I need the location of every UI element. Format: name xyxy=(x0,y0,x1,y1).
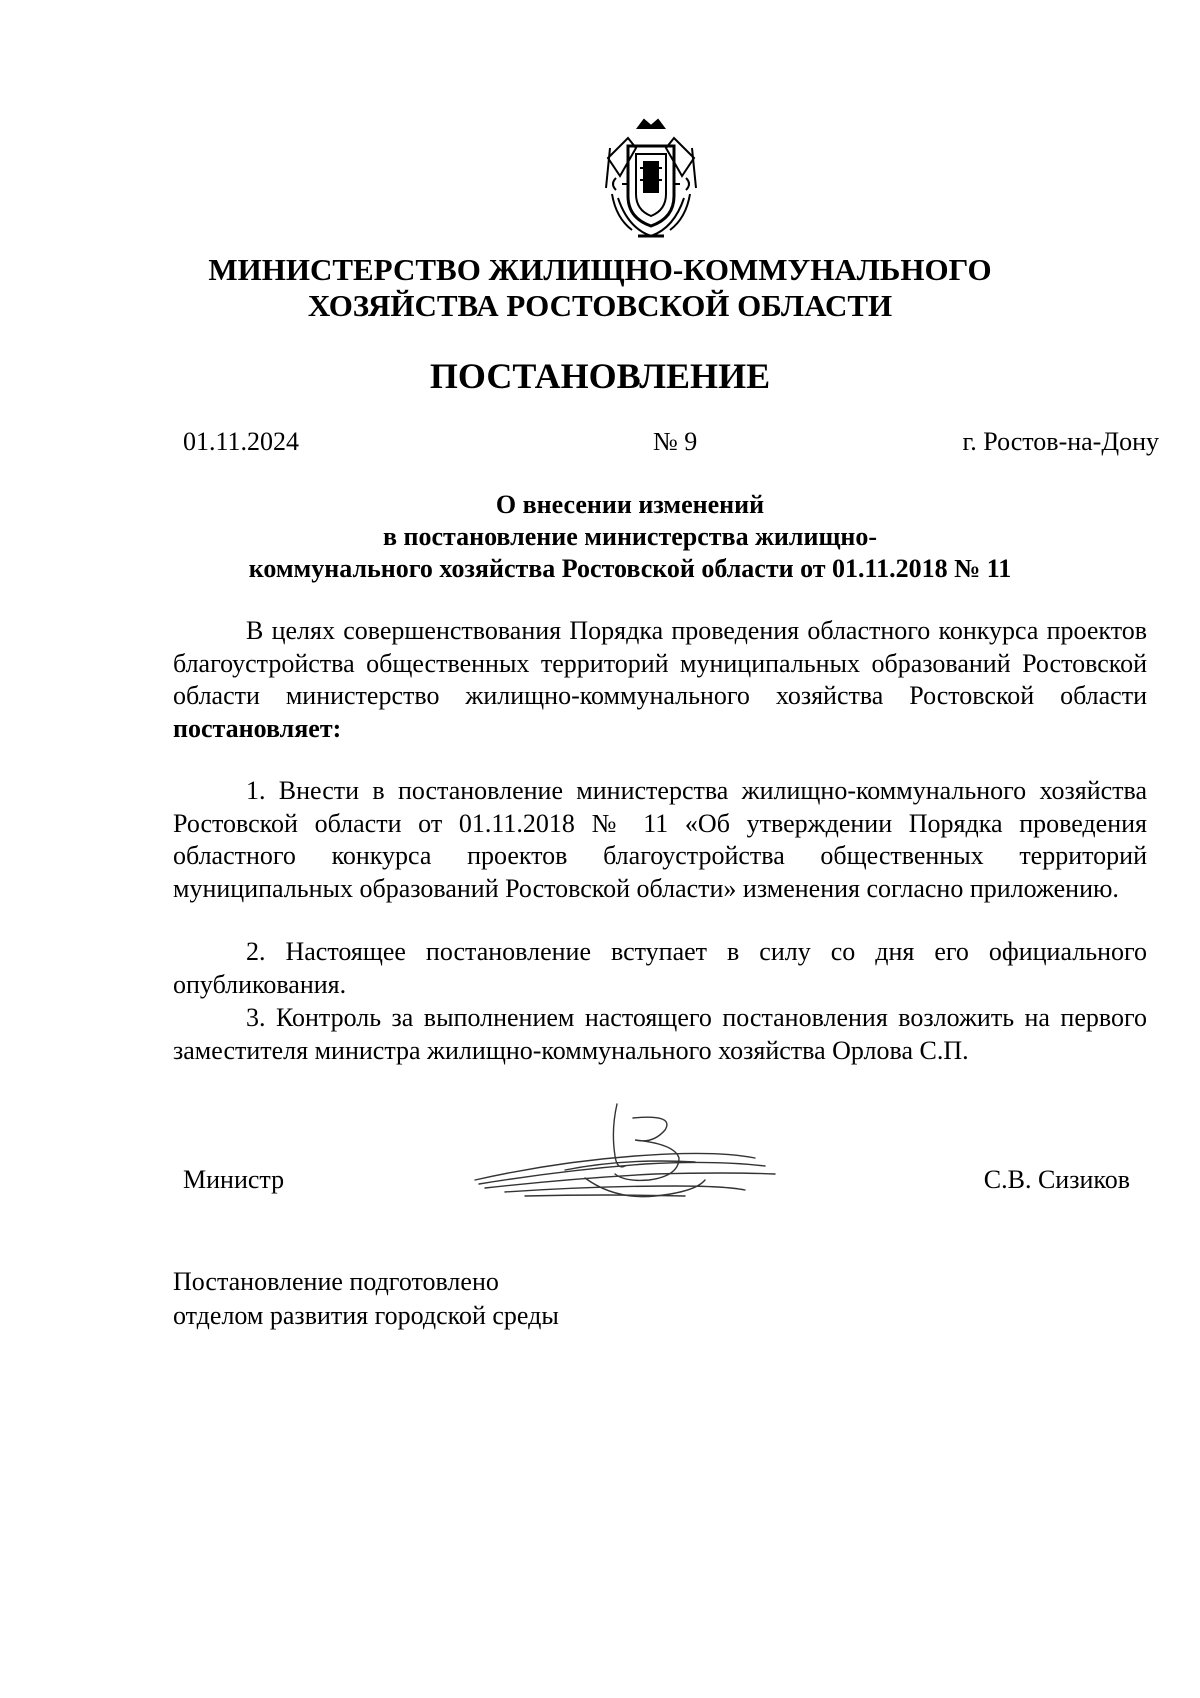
ministry-name-line2: ХОЗЯЙСТВА РОСТОВСКОЙ ОБЛАСТИ xyxy=(307,288,893,323)
document-number: № 9 xyxy=(653,427,698,456)
subject-line1: О внесении изменений xyxy=(495,490,765,519)
prepared-by-note xyxy=(173,1265,559,1333)
ministry-name xyxy=(0,252,1200,324)
subject-line2: в постановление министерства жилищно- xyxy=(382,522,878,551)
item-2-paragraph: 2. Настоящее постановление вступает в силу со дня его официального опубликования. xyxy=(173,937,1147,999)
preamble-bold-text: постановляет: xyxy=(173,713,342,743)
document-date: 01.11.2024 xyxy=(183,427,300,456)
preamble-text: В целях совершенствования Порядка проведения областного конкурса проектов благоустройства общественных территорий муниципальных образований Ростовской области министерство жилищно-коммунального хозяйства Ростовской области xyxy=(173,616,1147,711)
prepared-by-line1: Постановление подготовлено xyxy=(173,1267,499,1296)
item-3-paragraph: 3. Контроль за выполнением настоящего постановления возложить на первого заместителя министра жилищно-коммунального хозяйства Орлова С.П. xyxy=(173,1003,1147,1065)
prepared-by-line2: отделом развития городской среды xyxy=(173,1301,559,1330)
coat-of-arms-icon xyxy=(598,118,704,242)
ministry-name-line1: МИНИСТЕРСТВО ЖИЛИЩНО-КОММУНАЛЬНОГО xyxy=(208,252,992,287)
subject-line3: коммунального хозяйства Ростовской области от 01.11.2018 № 11 xyxy=(248,554,1012,583)
handwritten-signature-icon xyxy=(465,1100,785,1210)
signatory-title: Министр xyxy=(183,1165,285,1194)
preamble-paragraph xyxy=(173,615,1147,745)
item-1-paragraph: 1. Внести в постановление министерства жилищно-коммунального хозяйства Ростовской области от 01.11.2018 № 11 «Об утверждении Порядка проведения областного конкурса проектов благоустройства общественных территорий муниципальных образований Ростовской области» изменения согласно приложению. xyxy=(173,776,1147,903)
document-type: ПОСТАНОВЛЕНИЕ xyxy=(429,356,771,396)
document-subject xyxy=(100,489,1160,585)
document-city: г. Ростов-на-Дону xyxy=(962,427,1159,456)
signatory-name: С.В. Сизиков xyxy=(983,1165,1130,1194)
